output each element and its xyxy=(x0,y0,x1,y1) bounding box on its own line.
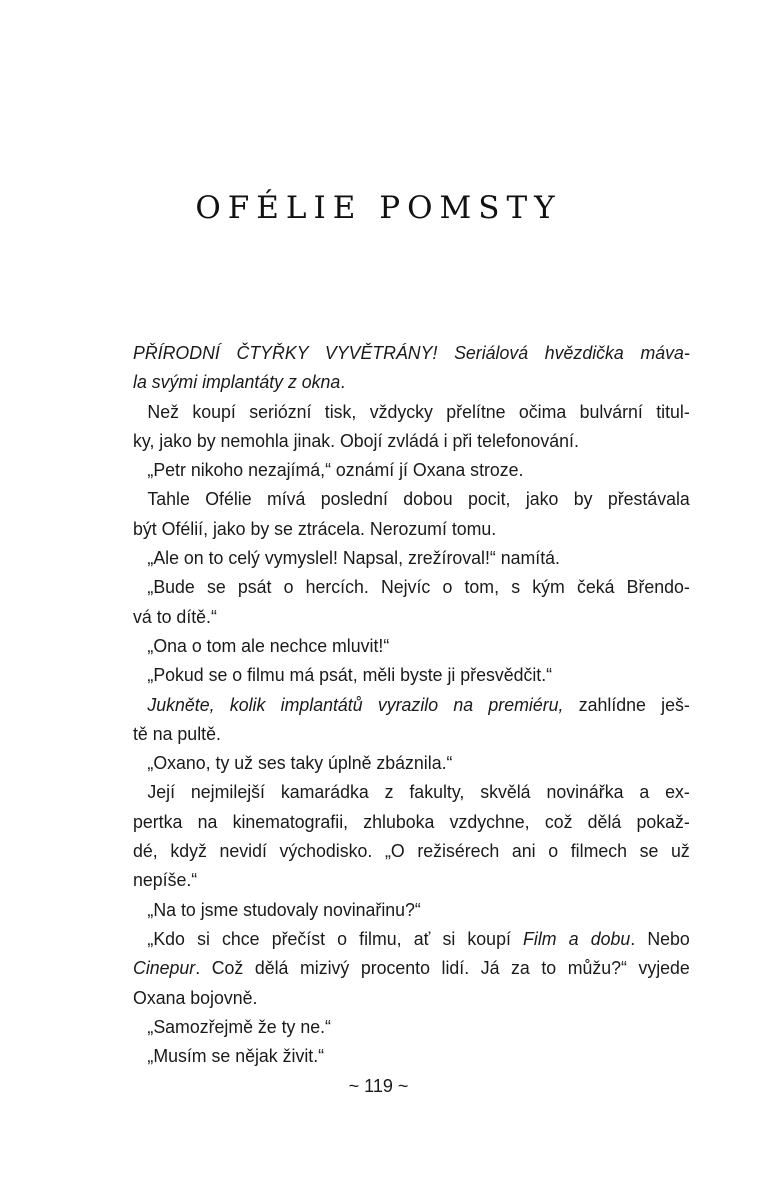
text-line xyxy=(133,514,690,543)
page-number: ~ 119 ~ xyxy=(348,1076,409,1096)
text-segment: . xyxy=(340,371,346,393)
text-segment: Tahle Ofélie mívá poslední dobou pocit, jako by přestávala xyxy=(147,488,690,510)
text-line xyxy=(133,660,690,689)
text-segment: „Petr nikoho nezajímá,“ oznámí jí Oxana stroze. xyxy=(147,459,524,481)
text-segment: „Na to jsme studovaly novinařinu?“ xyxy=(147,898,421,920)
text-line xyxy=(133,777,690,806)
italic-text: la svými implantáty z okna xyxy=(133,371,341,393)
text-segment: „Ona o tom ale nechce mluvit!“ xyxy=(147,634,390,656)
text-line xyxy=(133,397,690,426)
text-line xyxy=(133,953,690,982)
text-line xyxy=(133,1012,690,1041)
text-segment: „Oxano, ty už ses taky úplně zbáznila.“ xyxy=(147,752,453,774)
text-line xyxy=(133,543,690,572)
text-segment: „Samozřejmě že ty ne.“ xyxy=(147,1015,331,1037)
text-segment: zahlídne ješ- xyxy=(563,693,690,715)
text-line xyxy=(133,484,690,513)
text-line xyxy=(133,719,690,748)
text-segment: být Ofélií, jako by se ztrácela. Nerozumí tomu. xyxy=(133,517,497,539)
italic-text: Film a dobu xyxy=(523,927,631,949)
text-segment: vá to dítě.“ xyxy=(133,605,217,627)
text-line xyxy=(133,807,690,836)
text-line xyxy=(133,924,690,953)
text-segment: . Což dělá mizivý procento lidí. Já za to můžu?“ vyjede xyxy=(195,957,690,979)
text-line xyxy=(133,367,690,396)
text-line xyxy=(133,572,690,601)
text-line xyxy=(133,631,690,660)
text-line xyxy=(133,895,690,924)
text-segment: nepíše.“ xyxy=(133,869,198,891)
text-segment: „Kdo si chce přečíst o filmu, ať si koupí xyxy=(147,927,524,949)
text-line xyxy=(133,983,690,1012)
text-segment: Její nejmilejší kamarádka z fakulty, skvělá novinářka a ex- xyxy=(147,781,690,803)
text-line xyxy=(133,748,690,777)
text-segment: „Bude se psát o hercích. Nejvíc o tom, s kým čeká Břendo- xyxy=(147,576,690,598)
text-line xyxy=(133,602,690,631)
text-segment: „Musím se nějak živit.“ xyxy=(147,1045,325,1067)
text-segment: Než koupí seriózní tisk, vždycky přelítne očima bulvární titul- xyxy=(147,400,690,422)
italic-text: Jukněte, kolik implantátů vyrazilo na premiéru, xyxy=(147,693,564,715)
text-segment: „Ale on to celý vymyslel! Napsal, zrežíroval!“ namítá. xyxy=(147,547,560,569)
text-segment: Oxana bojovně. xyxy=(133,986,258,1008)
text-segment: . Nebo xyxy=(630,927,690,949)
text-segment: tě na pultě. xyxy=(133,722,221,744)
italic-text: Cinepur xyxy=(133,957,196,979)
chapter-title: OFÉLIE POMSTY xyxy=(195,190,562,226)
text-line xyxy=(133,338,690,367)
italic-text: PŘÍRODNÍ ČTYŘKY VYVĚTRÁNY! Seriálová hvězdička máva- xyxy=(133,342,690,363)
text-segment: dé, když nevidí východisko. „O režisérech ani o filmech se už xyxy=(133,840,690,862)
text-line xyxy=(133,1041,690,1070)
text-segment: pertka na kinematografii, zhluboka vzdychne, což dělá pokaž- xyxy=(133,810,690,832)
text-line xyxy=(133,865,690,894)
text-line xyxy=(133,455,690,484)
text-line xyxy=(133,836,690,865)
text-line xyxy=(133,690,690,719)
body-text xyxy=(133,338,690,1070)
text-line xyxy=(133,426,690,455)
text-segment: „Pokud se o filmu má psát, měli byste ji přesvědčit.“ xyxy=(147,664,553,686)
text-segment: ky, jako by nemohla jinak. Obojí zvládá i při telefonování. xyxy=(133,429,579,451)
